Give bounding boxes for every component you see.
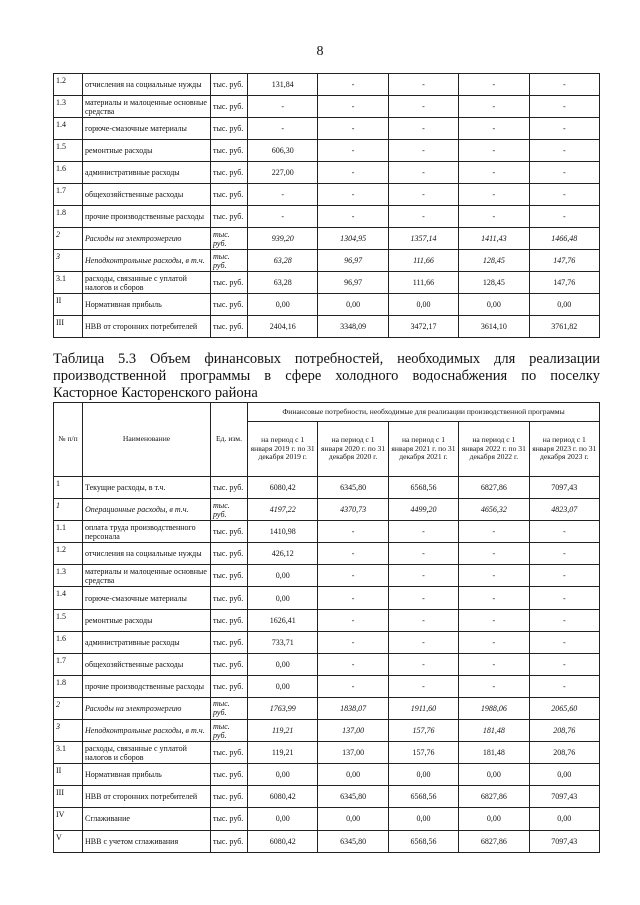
row-value: 4370,73 <box>318 499 388 521</box>
row-value: 0,00 <box>529 764 599 786</box>
row-value: 0,00 <box>459 294 529 316</box>
row-value: - <box>459 653 529 675</box>
row-value: 147,76 <box>529 272 599 294</box>
row-value: 181,48 <box>459 742 529 764</box>
row-value: 0,00 <box>529 294 599 316</box>
row-value: - <box>459 96 529 118</box>
row-value: 1304,95 <box>318 228 388 250</box>
row-value: 63,28 <box>248 250 318 272</box>
row-value: 0,00 <box>248 675 318 697</box>
row-value: 4499,20 <box>388 499 458 521</box>
row-unit: тыс. руб. <box>211 764 248 786</box>
row-unit: тыс. руб. <box>211 140 248 162</box>
row-value: - <box>318 140 388 162</box>
row-number: 1.7 <box>54 184 83 206</box>
row-name: НВВ от сторонних потребителей <box>83 786 211 808</box>
row-value: - <box>388 74 458 96</box>
table-row <box>54 720 600 742</box>
row-value: 1626,41 <box>248 609 318 631</box>
table-row <box>54 250 600 272</box>
row-unit: тыс. руб. <box>211 653 248 675</box>
row-value: 119,21 <box>248 742 318 764</box>
row-value: - <box>529 184 599 206</box>
table-row <box>54 272 600 294</box>
row-value: - <box>529 96 599 118</box>
row-value: - <box>459 631 529 653</box>
row-number: III <box>54 316 83 338</box>
row-value: 131,84 <box>248 74 318 96</box>
row-number: 3.1 <box>54 742 83 764</box>
row-name: Неподконтрольные расходы, в т.ч. <box>83 250 211 272</box>
row-value: 208,76 <box>529 720 599 742</box>
row-value: 939,20 <box>248 228 318 250</box>
row-unit: тыс. руб. <box>211 162 248 184</box>
row-value: - <box>318 206 388 228</box>
row-unit: тыс. руб. <box>211 96 248 118</box>
row-value: 1466,48 <box>529 228 599 250</box>
header-num: № п/п <box>54 403 83 477</box>
row-value: 0,00 <box>318 764 388 786</box>
row-unit: тыс. руб. <box>211 521 248 543</box>
row-name: Неподконтрольные расходы, в т.ч. <box>83 720 211 742</box>
row-value: - <box>529 206 599 228</box>
row-value: - <box>529 162 599 184</box>
row-name: общехозяйственные расходы <box>83 653 211 675</box>
row-name: Текущие расходы, в т.ч. <box>83 477 211 499</box>
row-value: 208,76 <box>529 742 599 764</box>
row-number: 1.2 <box>54 74 83 96</box>
row-value: - <box>318 587 388 609</box>
row-value: - <box>318 96 388 118</box>
row-value: 7097,43 <box>529 786 599 808</box>
row-unit: тыс. руб. <box>211 499 248 521</box>
row-value: 0,00 <box>388 764 458 786</box>
row-name: Операционные расходы, в т.ч. <box>83 499 211 521</box>
row-value: 147,76 <box>529 250 599 272</box>
row-value: 0,00 <box>248 808 318 830</box>
row-value: - <box>459 118 529 140</box>
row-value: 6345,80 <box>318 786 388 808</box>
row-name: Нормативная прибыль <box>83 764 211 786</box>
table-row <box>54 786 600 808</box>
table-row <box>54 316 600 338</box>
row-value: 1838,07 <box>318 697 388 719</box>
row-name: НВВ от сторонних потребителей <box>83 316 211 338</box>
row-unit: тыс. руб. <box>211 565 248 587</box>
row-value: 7097,43 <box>529 830 599 852</box>
row-number: 1 <box>54 477 83 499</box>
row-value: 0,00 <box>248 587 318 609</box>
table-row <box>54 140 600 162</box>
row-value: - <box>529 118 599 140</box>
row-value: 6568,56 <box>388 786 458 808</box>
row-name: административные расходы <box>83 162 211 184</box>
row-number: 1.4 <box>54 118 83 140</box>
row-unit: тыс. руб. <box>211 184 248 206</box>
row-value: - <box>388 587 458 609</box>
row-name: горюче-смазочные материалы <box>83 118 211 140</box>
table-row <box>54 587 600 609</box>
row-value: - <box>529 74 599 96</box>
header-name: Наименование <box>83 403 211 477</box>
table-row <box>54 499 600 521</box>
row-name: НВВ с учетом сглаживания <box>83 830 211 852</box>
row-value: 63,28 <box>248 272 318 294</box>
header-period-2020: на период с 1 января 2020 г. по 31 декабря 2020 г. <box>318 422 388 477</box>
row-value: 6827,86 <box>459 830 529 852</box>
row-value: - <box>248 206 318 228</box>
row-value: 426,12 <box>248 543 318 565</box>
table-row <box>54 206 600 228</box>
row-name: прочие производственные расходы <box>83 206 211 228</box>
row-number: 2 <box>54 228 83 250</box>
row-name: Нормативная прибыль <box>83 294 211 316</box>
row-value: 6345,80 <box>318 477 388 499</box>
row-number: 1.3 <box>54 96 83 118</box>
row-value: 7097,43 <box>529 477 599 499</box>
row-value: 6080,42 <box>248 786 318 808</box>
row-value: 0,00 <box>248 653 318 675</box>
row-value: - <box>529 653 599 675</box>
row-number: 1.5 <box>54 140 83 162</box>
row-unit: тыс. руб. <box>211 697 248 719</box>
row-value: - <box>318 631 388 653</box>
row-value: 6827,86 <box>459 477 529 499</box>
row-value: 6568,56 <box>388 830 458 852</box>
row-number: 1.6 <box>54 162 83 184</box>
row-value: - <box>459 184 529 206</box>
row-value: 227,00 <box>248 162 318 184</box>
row-name: оплата труда производственного персонала <box>83 521 211 543</box>
table-row <box>54 808 600 830</box>
table-row <box>54 543 600 565</box>
row-value: - <box>388 96 458 118</box>
table-row <box>54 609 600 631</box>
row-value: - <box>459 587 529 609</box>
row-value: - <box>459 162 529 184</box>
row-value: 0,00 <box>459 764 529 786</box>
row-unit: тыс. руб. <box>211 631 248 653</box>
row-value: 0,00 <box>248 565 318 587</box>
row-number: V <box>54 830 83 852</box>
row-value: 3614,10 <box>459 316 529 338</box>
row-value: 111,66 <box>388 272 458 294</box>
table-row <box>54 653 600 675</box>
row-value: 0,00 <box>459 808 529 830</box>
caption-line-1: Таблица 5.3 Объем финансовых потребностей, необходимых для реализации <box>53 351 600 367</box>
caption-line-2: производственной программы в сфере холодного водоснабжения по поселку <box>53 368 600 384</box>
table-row <box>54 162 600 184</box>
row-name: административные расходы <box>83 631 211 653</box>
row-unit: тыс. руб. <box>211 543 248 565</box>
row-value: 0,00 <box>529 808 599 830</box>
row-value: - <box>318 162 388 184</box>
table-row <box>54 294 600 316</box>
row-value: - <box>529 587 599 609</box>
row-value: - <box>529 609 599 631</box>
header-group: Финансовые потребности, необходимые для реализации производственной программы <box>248 403 600 422</box>
row-number: 3.1 <box>54 272 83 294</box>
row-value: - <box>459 140 529 162</box>
row-value: 0,00 <box>388 294 458 316</box>
row-name: Расходы на электроэнергию <box>83 697 211 719</box>
row-value: 6080,42 <box>248 830 318 852</box>
row-value: 1357,14 <box>388 228 458 250</box>
table-row <box>54 742 600 764</box>
row-value: - <box>248 184 318 206</box>
row-number: II <box>54 764 83 786</box>
row-value: 96,97 <box>318 272 388 294</box>
table-header <box>54 403 600 477</box>
row-value: - <box>529 543 599 565</box>
row-value: - <box>459 675 529 697</box>
row-number: 1 <box>54 499 83 521</box>
row-value: 6345,80 <box>318 830 388 852</box>
row-value: 606,30 <box>248 140 318 162</box>
row-value: - <box>388 140 458 162</box>
row-name: отчисления на социальные нужды <box>83 543 211 565</box>
row-value: - <box>388 609 458 631</box>
header-unit: Ед. изм. <box>211 403 248 477</box>
row-number: 1.4 <box>54 587 83 609</box>
row-number: IV <box>54 808 83 830</box>
row-value: - <box>318 521 388 543</box>
row-value: 2404,16 <box>248 316 318 338</box>
row-value: 128,45 <box>459 272 529 294</box>
row-name: Расходы на электроэнергию <box>83 228 211 250</box>
header-period-2019: на период с 1 января 2019 г. по 31 декабря 2019 г. <box>248 422 318 477</box>
row-value: 0,00 <box>318 294 388 316</box>
row-value: 0,00 <box>248 294 318 316</box>
row-value: 119,21 <box>248 720 318 742</box>
row-value: - <box>459 521 529 543</box>
row-value: - <box>318 74 388 96</box>
row-number: 1.8 <box>54 206 83 228</box>
row-value: 1988,06 <box>459 697 529 719</box>
row-value: 6827,86 <box>459 786 529 808</box>
row-value: - <box>529 140 599 162</box>
row-name: прочие производственные расходы <box>83 675 211 697</box>
table-continuation <box>53 73 600 338</box>
table-row <box>54 631 600 653</box>
row-name: ремонтные расходы <box>83 609 211 631</box>
row-number: 1.7 <box>54 653 83 675</box>
row-value: - <box>459 543 529 565</box>
row-unit: тыс. руб. <box>211 272 248 294</box>
row-value: - <box>459 74 529 96</box>
row-value: - <box>318 184 388 206</box>
table-row <box>54 697 600 719</box>
row-unit: тыс. руб. <box>211 74 248 96</box>
row-value: 157,76 <box>388 720 458 742</box>
row-value: 0,00 <box>248 764 318 786</box>
table-row <box>54 830 600 852</box>
row-unit: тыс. руб. <box>211 206 248 228</box>
row-unit: тыс. руб. <box>211 830 248 852</box>
row-unit: тыс. руб. <box>211 742 248 764</box>
row-value: - <box>388 118 458 140</box>
row-name: материалы и малоценные основные средства <box>83 565 211 587</box>
row-name: общехозяйственные расходы <box>83 184 211 206</box>
row-value: 157,76 <box>388 742 458 764</box>
row-value: - <box>388 675 458 697</box>
row-value: 3472,17 <box>388 316 458 338</box>
row-value: - <box>248 118 318 140</box>
row-value: - <box>459 609 529 631</box>
row-value: - <box>388 184 458 206</box>
row-value: - <box>388 543 458 565</box>
table-row <box>54 74 600 96</box>
row-unit: тыс. руб. <box>211 786 248 808</box>
row-unit: тыс. руб. <box>211 477 248 499</box>
row-name: материалы и малоценные основные средства <box>83 96 211 118</box>
row-value: 111,66 <box>388 250 458 272</box>
row-value: 137,00 <box>318 742 388 764</box>
row-value: - <box>388 653 458 675</box>
row-unit: тыс. руб. <box>211 118 248 140</box>
header-period-2022: на период с 1 января 2022 г. по 31 декабря 2022 г. <box>459 422 529 477</box>
row-value: 1411,43 <box>459 228 529 250</box>
table-row <box>54 565 600 587</box>
row-number: III <box>54 786 83 808</box>
row-name: отчисления на социальные нужды <box>83 74 211 96</box>
row-value: - <box>388 565 458 587</box>
row-value: 3761,82 <box>529 316 599 338</box>
table-financial-needs-body <box>54 477 600 853</box>
row-name: расходы, связанные с уплатой налогов и сборов <box>83 742 211 764</box>
row-value: - <box>318 609 388 631</box>
row-unit: тыс. руб. <box>211 609 248 631</box>
row-unit: тыс. руб. <box>211 294 248 316</box>
row-value: - <box>388 521 458 543</box>
table-row <box>54 521 600 543</box>
row-value: - <box>318 653 388 675</box>
row-value: 3348,09 <box>318 316 388 338</box>
row-value: 1410,98 <box>248 521 318 543</box>
row-value: - <box>529 631 599 653</box>
row-number: 1.8 <box>54 675 83 697</box>
header-period-2023: на период с 1 января 2023 г. по 31 декабря 2023 г. <box>529 422 599 477</box>
table-row <box>54 96 600 118</box>
row-value: 1763,99 <box>248 697 318 719</box>
row-number: 3 <box>54 250 83 272</box>
row-value: - <box>388 206 458 228</box>
page-number: 8 <box>316 44 324 59</box>
row-number: 1.5 <box>54 609 83 631</box>
table-row <box>54 675 600 697</box>
header-period-2021: на период с 1 января 2021 г. по 31 декабря 2021 г. <box>388 422 458 477</box>
table-continuation-body <box>54 74 600 338</box>
row-value: 4197,22 <box>248 499 318 521</box>
table-financial-needs <box>53 402 600 853</box>
row-value: 137,00 <box>318 720 388 742</box>
row-value: - <box>248 96 318 118</box>
row-name: расходы, связанные с уплатой налогов и сборов <box>83 272 211 294</box>
row-value: - <box>388 162 458 184</box>
row-unit: тыс. руб. <box>211 675 248 697</box>
row-value: - <box>529 675 599 697</box>
row-value: - <box>318 543 388 565</box>
row-value: 181,48 <box>459 720 529 742</box>
row-unit: тыс. руб. <box>211 250 248 272</box>
row-value: - <box>459 206 529 228</box>
row-number: 1.6 <box>54 631 83 653</box>
row-value: 96,97 <box>318 250 388 272</box>
row-value: - <box>318 565 388 587</box>
row-value: 0,00 <box>388 808 458 830</box>
row-unit: тыс. руб. <box>211 808 248 830</box>
row-number: 2 <box>54 697 83 719</box>
row-number: 1.2 <box>54 543 83 565</box>
row-name: ремонтные расходы <box>83 140 211 162</box>
table-row <box>54 228 600 250</box>
row-number: II <box>54 294 83 316</box>
row-number: 1.3 <box>54 565 83 587</box>
row-value: 2065,60 <box>529 697 599 719</box>
row-value: - <box>318 675 388 697</box>
caption-line-3: Касторное Касторенского района <box>53 385 258 401</box>
row-value: 4656,32 <box>459 499 529 521</box>
row-unit: тыс. руб. <box>211 316 248 338</box>
row-value: 1911,60 <box>388 697 458 719</box>
row-unit: тыс. руб. <box>211 720 248 742</box>
table-row <box>54 184 600 206</box>
row-value: - <box>459 565 529 587</box>
row-value: - <box>318 118 388 140</box>
row-value: 733,71 <box>248 631 318 653</box>
row-name: горюче-смазочные материалы <box>83 587 211 609</box>
row-value: - <box>529 565 599 587</box>
row-number: 3 <box>54 720 83 742</box>
row-value: 0,00 <box>318 808 388 830</box>
row-value: 4823,07 <box>529 499 599 521</box>
row-value: - <box>388 631 458 653</box>
row-unit: тыс. руб. <box>211 587 248 609</box>
table-row <box>54 764 600 786</box>
row-name: Сглаживание <box>83 808 211 830</box>
table-row <box>54 477 600 499</box>
row-unit: тыс. руб. <box>211 228 248 250</box>
table-row <box>54 118 600 140</box>
table-caption <box>53 351 600 402</box>
row-number: 1.1 <box>54 521 83 543</box>
row-value: 128,45 <box>459 250 529 272</box>
row-value: 6080,42 <box>248 477 318 499</box>
row-value: 6568,56 <box>388 477 458 499</box>
row-value: - <box>529 521 599 543</box>
